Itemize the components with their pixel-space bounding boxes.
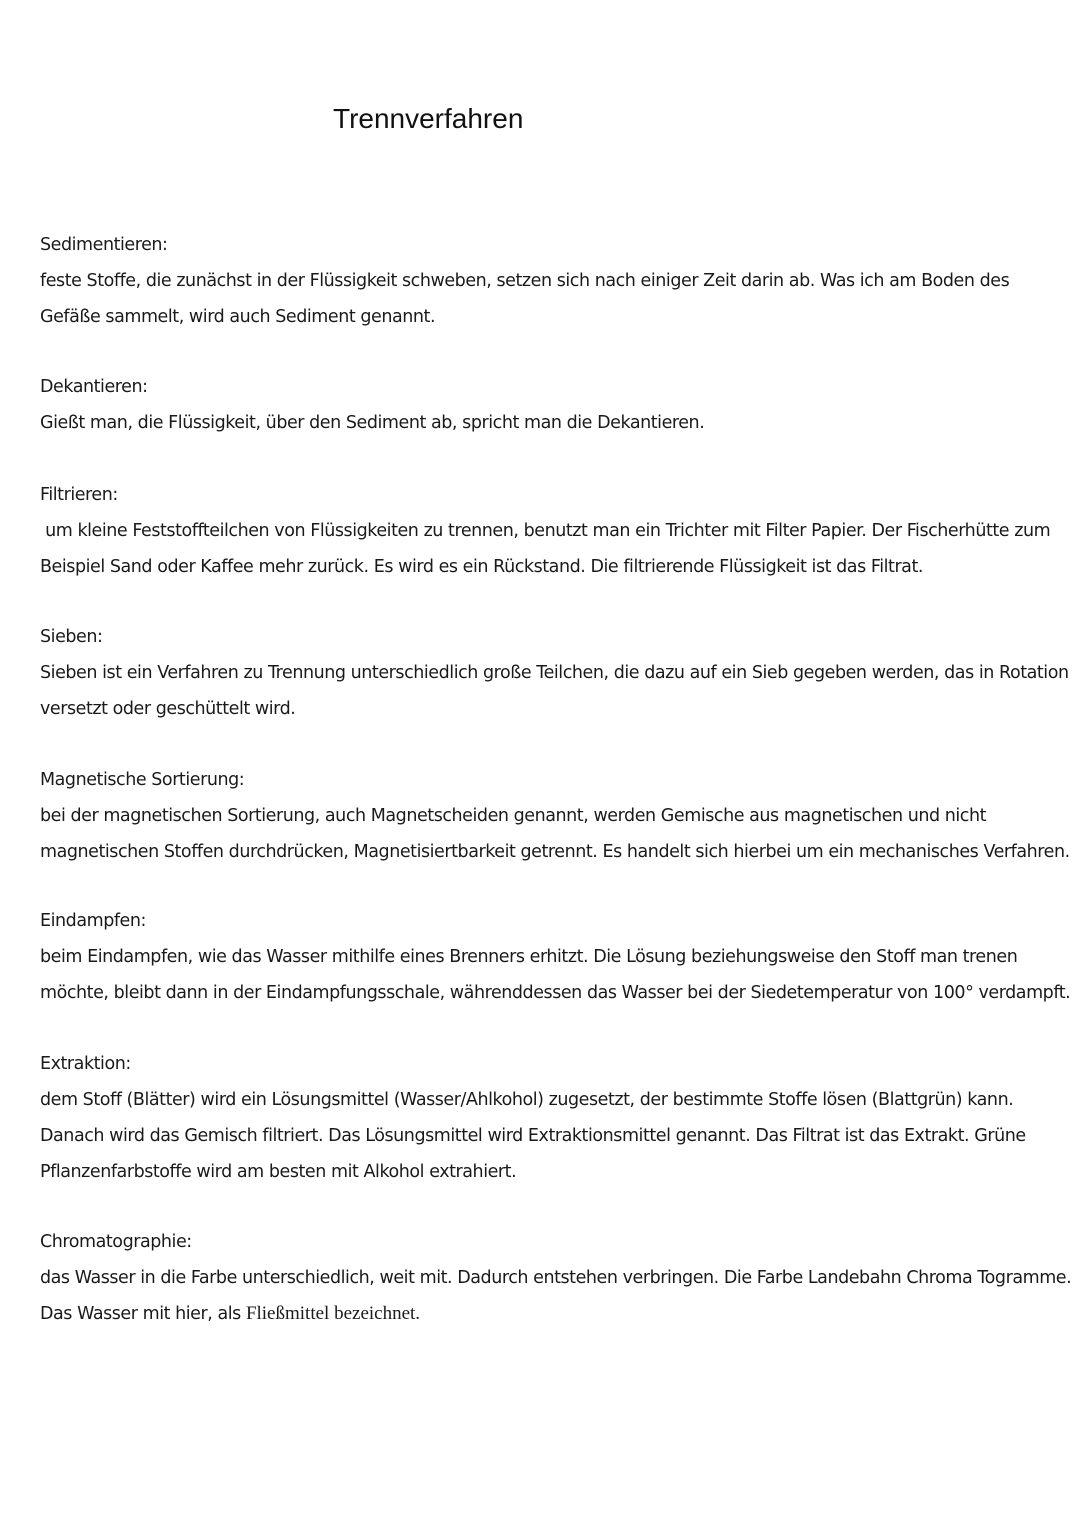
section-heading: Chromatographie:	[40, 1232, 192, 1252]
section-magnetische-sortierung	[40, 762, 1070, 870]
section-text-line: möchte, bleibt dann in der Eindampfungsschale, währenddessen das Wasser bei der Siedetemperatur von 100° verdampft.	[40, 983, 1071, 1003]
page-title: Trennverfahren	[333, 103, 524, 134]
section-text-line: das Wasser in die Farbe unterschiedlich, weit mit. Dadurch entstehen verbringen. Die Farbe Landebahn Chroma Togramme.	[40, 1268, 1072, 1288]
section-text-line: dem Stoff (Blätter) wird ein Lösungsmittel (Wasser/Ahlkohol) zugesetzt, der bestimmte Stoffe lösen (Blattgrün) kann.	[40, 1090, 1014, 1110]
section-heading: Extraktion:	[40, 1054, 131, 1074]
section-eindampfen	[40, 903, 1071, 1011]
section-text-line: magnetischen Stoffen durchdrücken, Magnetisiertbarkeit getrennt. Es handelt sich hierbei um ein mechanisches Verfahren.	[40, 842, 1070, 862]
section-text-line: Gießt man, die Flüssigkeit, über den Sediment ab, spricht man die Dekantieren.	[40, 413, 705, 433]
section-text-line: versetzt oder geschüttelt wird.	[40, 699, 296, 719]
section-text-line-with-tail	[40, 1296, 1060, 1332]
section-heading: Sedimentieren:	[40, 235, 168, 255]
section-text-line: bei der magnetischen Sortierung, auch Magnetscheiden genannt, werden Gemische aus magnetischen und nicht	[40, 806, 987, 826]
section-text-line: Beispiel Sand oder Kaffee mehr zurück. Es wird es ein Rückstand. Die filtrierende Flüssigkeit ist das Filtrat.	[40, 557, 923, 577]
section-text-line: um kleine Feststoffteilchen von Flüssigkeiten zu trennen, benutzt man ein Trichter mit Filter Papier. Der Fischerhütte zum	[40, 521, 1051, 541]
section-text-line: beim Eindampfen, wie das Wasser mithilfe eines Brenners erhitzt. Die Lösung beziehungsweise den Stoff man trenen	[40, 947, 1018, 967]
section-heading: Dekantieren:	[40, 377, 148, 397]
section-text-tail: Fließmittel bezeichnet.	[245, 1303, 421, 1324]
section-heading: Magnetische Sortierung:	[40, 770, 245, 790]
section-dekantieren	[40, 369, 1060, 441]
section-filtrieren	[40, 477, 1060, 585]
section-sedimentieren	[40, 227, 1060, 335]
section-chromatographie	[40, 1224, 1072, 1332]
section-heading: Filtrieren:	[40, 485, 118, 505]
section-heading: Sieben:	[40, 627, 103, 647]
section-text-line: Sieben ist ein Verfahren zu Trennung unterschiedlich große Teilchen, die dazu auf ein Sieb gegeben werden, das in Rotation	[40, 663, 1069, 683]
section-sieben	[40, 619, 1069, 727]
section-heading: Eindampfen:	[40, 911, 146, 931]
section-text-line: feste Stoffe, die zunächst in der Flüssigkeit schweben, setzen sich nach einiger Zeit darin ab. Was ich am Boden des	[40, 271, 1010, 291]
section-extraktion	[40, 1046, 1060, 1190]
section-text-line: Gefäße sammelt, wird auch Sediment genannt.	[40, 307, 436, 327]
section-text-segment: Das Wasser mit hier, als	[40, 1304, 246, 1324]
section-text-line: Danach wird das Gemisch filtriert. Das Lösungsmittel wird Extraktionsmittel genannt. Das Filtrat ist das Extrakt. Grüne	[40, 1126, 1026, 1146]
section-text-line: Pflanzenfarbstoffe wird am besten mit Alkohol extrahiert.	[40, 1162, 517, 1182]
